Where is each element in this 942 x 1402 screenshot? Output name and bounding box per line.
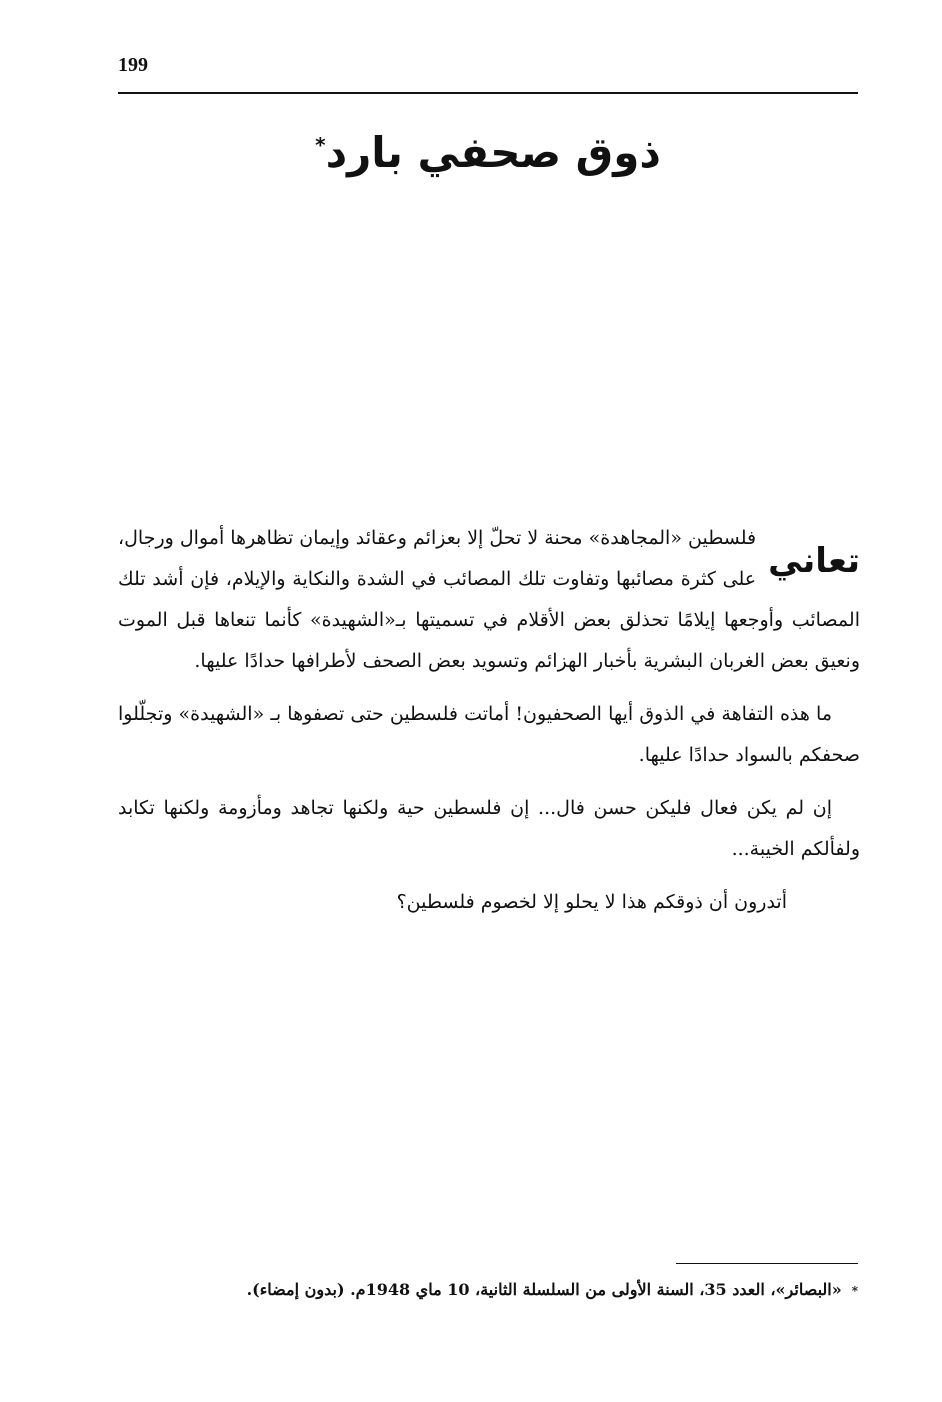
footnote-rule	[676, 1263, 858, 1264]
footnote	[118, 1272, 858, 1309]
paragraph-4: أتدرون أن ذوقكم هذا لا يحلو إلا لخصوم فلسطين؟	[396, 891, 787, 913]
page-number: 199	[118, 54, 148, 76]
drop-word: تعاني	[768, 541, 860, 581]
footnote-text: «البصائر»، العدد 35، السنة الأولى من السلسلة الثانية، 10 ماي 1948م. (بدون إمضاء).	[246, 1280, 842, 1299]
paragraph-1	[118, 518, 860, 682]
article-title	[118, 128, 858, 177]
title-footnote-mark: *	[315, 133, 326, 157]
article-body	[118, 518, 860, 935]
paragraph-2: ما هذه التفاهة في الذوق أيها الصحفيون! أماتت فلسطين حتى تصفوها بـ «الشهيدة» وتجلّلوا صحفكم بالسواد حدادًا عليها.	[118, 703, 860, 766]
footnote-mark: *	[851, 1284, 858, 1298]
paragraph-3: إن لم يكن فعال فليكن حسن فال... إن فلسطين حية ولكنها تجاهد ومأزومة ولكنها تكابد ولفألكم الخيبة...	[118, 797, 860, 860]
paragraph-1-text: فلسطين «المجاهدة» محنة لا تحلّ إلا بعزائم وعقائد وإيمان تظاهرها أموال ورجال، على كثرة مصائبها وتفاوت تلك المصائب في الشدة والنكاية والإيلام، فإن أشد تلك المصائب وأوجعها إيلامًا تحذلق بعض الأقلام في تسميتها بـ«الشهيدة» كأنما تنعاها قبل الموت ونعيق بعض الغربان البشرية بأخبار الهزائم وتسويد بعض الصحف لأطرافها حدادًا عليها.	[118, 527, 860, 672]
header-rule	[118, 92, 858, 94]
article-title-text: ذوق صحفي بارد	[325, 128, 661, 177]
